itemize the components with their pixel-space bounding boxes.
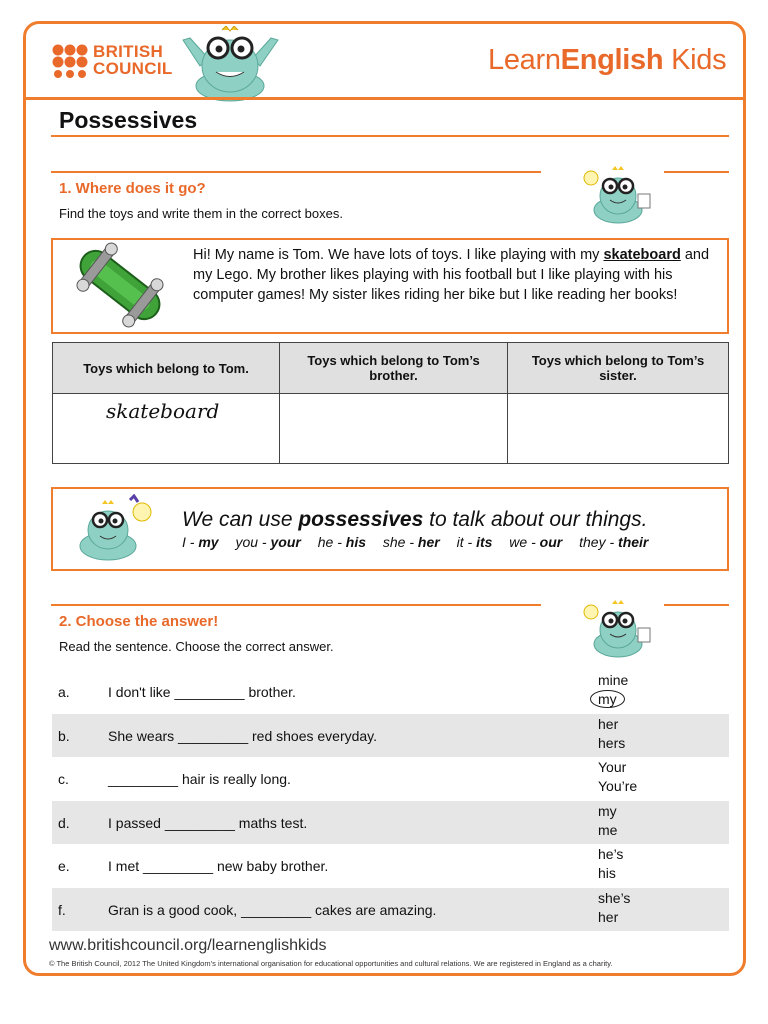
question-row-b — [52, 714, 729, 757]
header-divider — [26, 97, 743, 100]
question-row-d — [52, 801, 729, 844]
pair-she: she - her — [382, 534, 440, 550]
section2-instruction: Read the sentence. Choose the correct answer. — [59, 639, 334, 654]
british-council-logo-dots — [52, 44, 88, 78]
question-letter: c. — [58, 771, 69, 787]
question-row-a — [52, 670, 729, 713]
question-sentence: _________ hair is really long. — [108, 771, 291, 787]
question-row-e — [52, 844, 729, 887]
possessives-statement: We can use possessives to talk about our things. — [182, 508, 648, 531]
section1-rule-left — [51, 171, 541, 173]
option-your[interactable]: Your — [598, 759, 627, 775]
british-council-logo: BRITISH COUNCIL — [93, 42, 173, 78]
table-header-sister: Toys which belong to Tom’s sister. — [508, 343, 729, 394]
answer-options — [598, 758, 637, 796]
answer-options — [598, 845, 623, 883]
pair-it: it - its — [456, 534, 493, 550]
option-her[interactable]: her — [598, 909, 619, 925]
section1-title: 1. Where does it go? — [59, 180, 206, 197]
monster-with-lightbulb-icon — [574, 160, 658, 228]
footer-copyright: © The British Council, 2012 The United Kingdom’s international organisation for educational opportunities and cultural relations. We are registered in England as a charity. — [49, 959, 613, 968]
table-header-brother: Toys which belong to Tom’s brother. — [280, 343, 508, 394]
question-row-c — [52, 757, 729, 800]
skateboard-icon — [66, 242, 174, 328]
monster-with-lightbulb-icon-2 — [574, 594, 658, 662]
question-sentence: I passed _________ maths test. — [108, 815, 308, 831]
question-letter: f. — [58, 902, 66, 918]
answer-cell-brother[interactable] — [280, 394, 508, 464]
section1-instruction: Find the toys and write them in the correct boxes. — [59, 206, 343, 221]
option-youre[interactable]: You’re — [598, 778, 638, 794]
option-my-circled[interactable]: my — [590, 690, 625, 708]
answer-options — [598, 715, 625, 753]
story-keyword: skateboard — [603, 247, 681, 263]
pair-you: you - your — [235, 534, 301, 550]
option-her[interactable]: her — [598, 716, 619, 732]
option-his[interactable]: his — [598, 865, 616, 881]
answer-options — [598, 802, 617, 840]
question-letter: a. — [58, 684, 70, 700]
option-my[interactable]: my — [598, 803, 617, 819]
question-letter: b. — [58, 728, 70, 744]
option-shes[interactable]: she’s — [598, 890, 631, 906]
handwritten-answer: skateboard — [106, 399, 220, 423]
monster-with-light-icon — [72, 494, 164, 564]
pair-i: I - my — [182, 534, 219, 550]
question-sentence: I don't like _________ brother. — [108, 684, 296, 700]
table-header-tom: Toys which belong to Tom. — [53, 343, 280, 394]
option-mine[interactable]: mine — [598, 672, 629, 688]
question-sentence: I met _________ new baby brother. — [108, 858, 329, 874]
section2-rule-right — [664, 604, 729, 606]
learnenglish-kids-logo: LearnEnglish Kids — [488, 44, 727, 76]
question-letter: e. — [58, 858, 70, 874]
answer-options — [598, 671, 628, 709]
monster-mascot-icon — [178, 26, 283, 104]
question-sentence: Gran is a good cook, _________ cakes are amazing. — [108, 902, 437, 918]
answer-cell-sister[interactable] — [508, 394, 729, 464]
possessive-pairs — [182, 534, 661, 550]
section2-title: 2. Choose the answer! — [59, 613, 219, 630]
story-text: Hi! My name is Tom. We have lots of toys. I like playing with my skateboard and my Lego. My brother likes playing with his football but I like playing with his computer games! My sister likes riding her bike but I like reading her books! — [193, 247, 710, 303]
option-hes[interactable]: he’s — [598, 846, 624, 862]
pair-we: we - our — [509, 534, 563, 550]
question-letter: d. — [58, 815, 70, 831]
question-row-f — [52, 888, 729, 931]
answer-options — [598, 889, 630, 927]
title-underline — [51, 135, 729, 137]
footer-url-link[interactable]: www.britishcouncil.org/learnenglishkids — [49, 937, 327, 954]
page-title: Possessives — [59, 107, 198, 133]
option-hers[interactable]: hers — [598, 735, 626, 751]
section2-rule-left — [51, 604, 541, 606]
option-me[interactable]: me — [598, 822, 618, 838]
toys-table — [52, 342, 729, 464]
answer-cell-tom[interactable] — [53, 394, 280, 464]
section1-rule-right — [664, 171, 729, 173]
pair-they: they - their — [579, 534, 649, 550]
pair-he: he - his — [317, 534, 366, 550]
question-sentence: She wears _________ red shoes everyday. — [108, 728, 378, 744]
